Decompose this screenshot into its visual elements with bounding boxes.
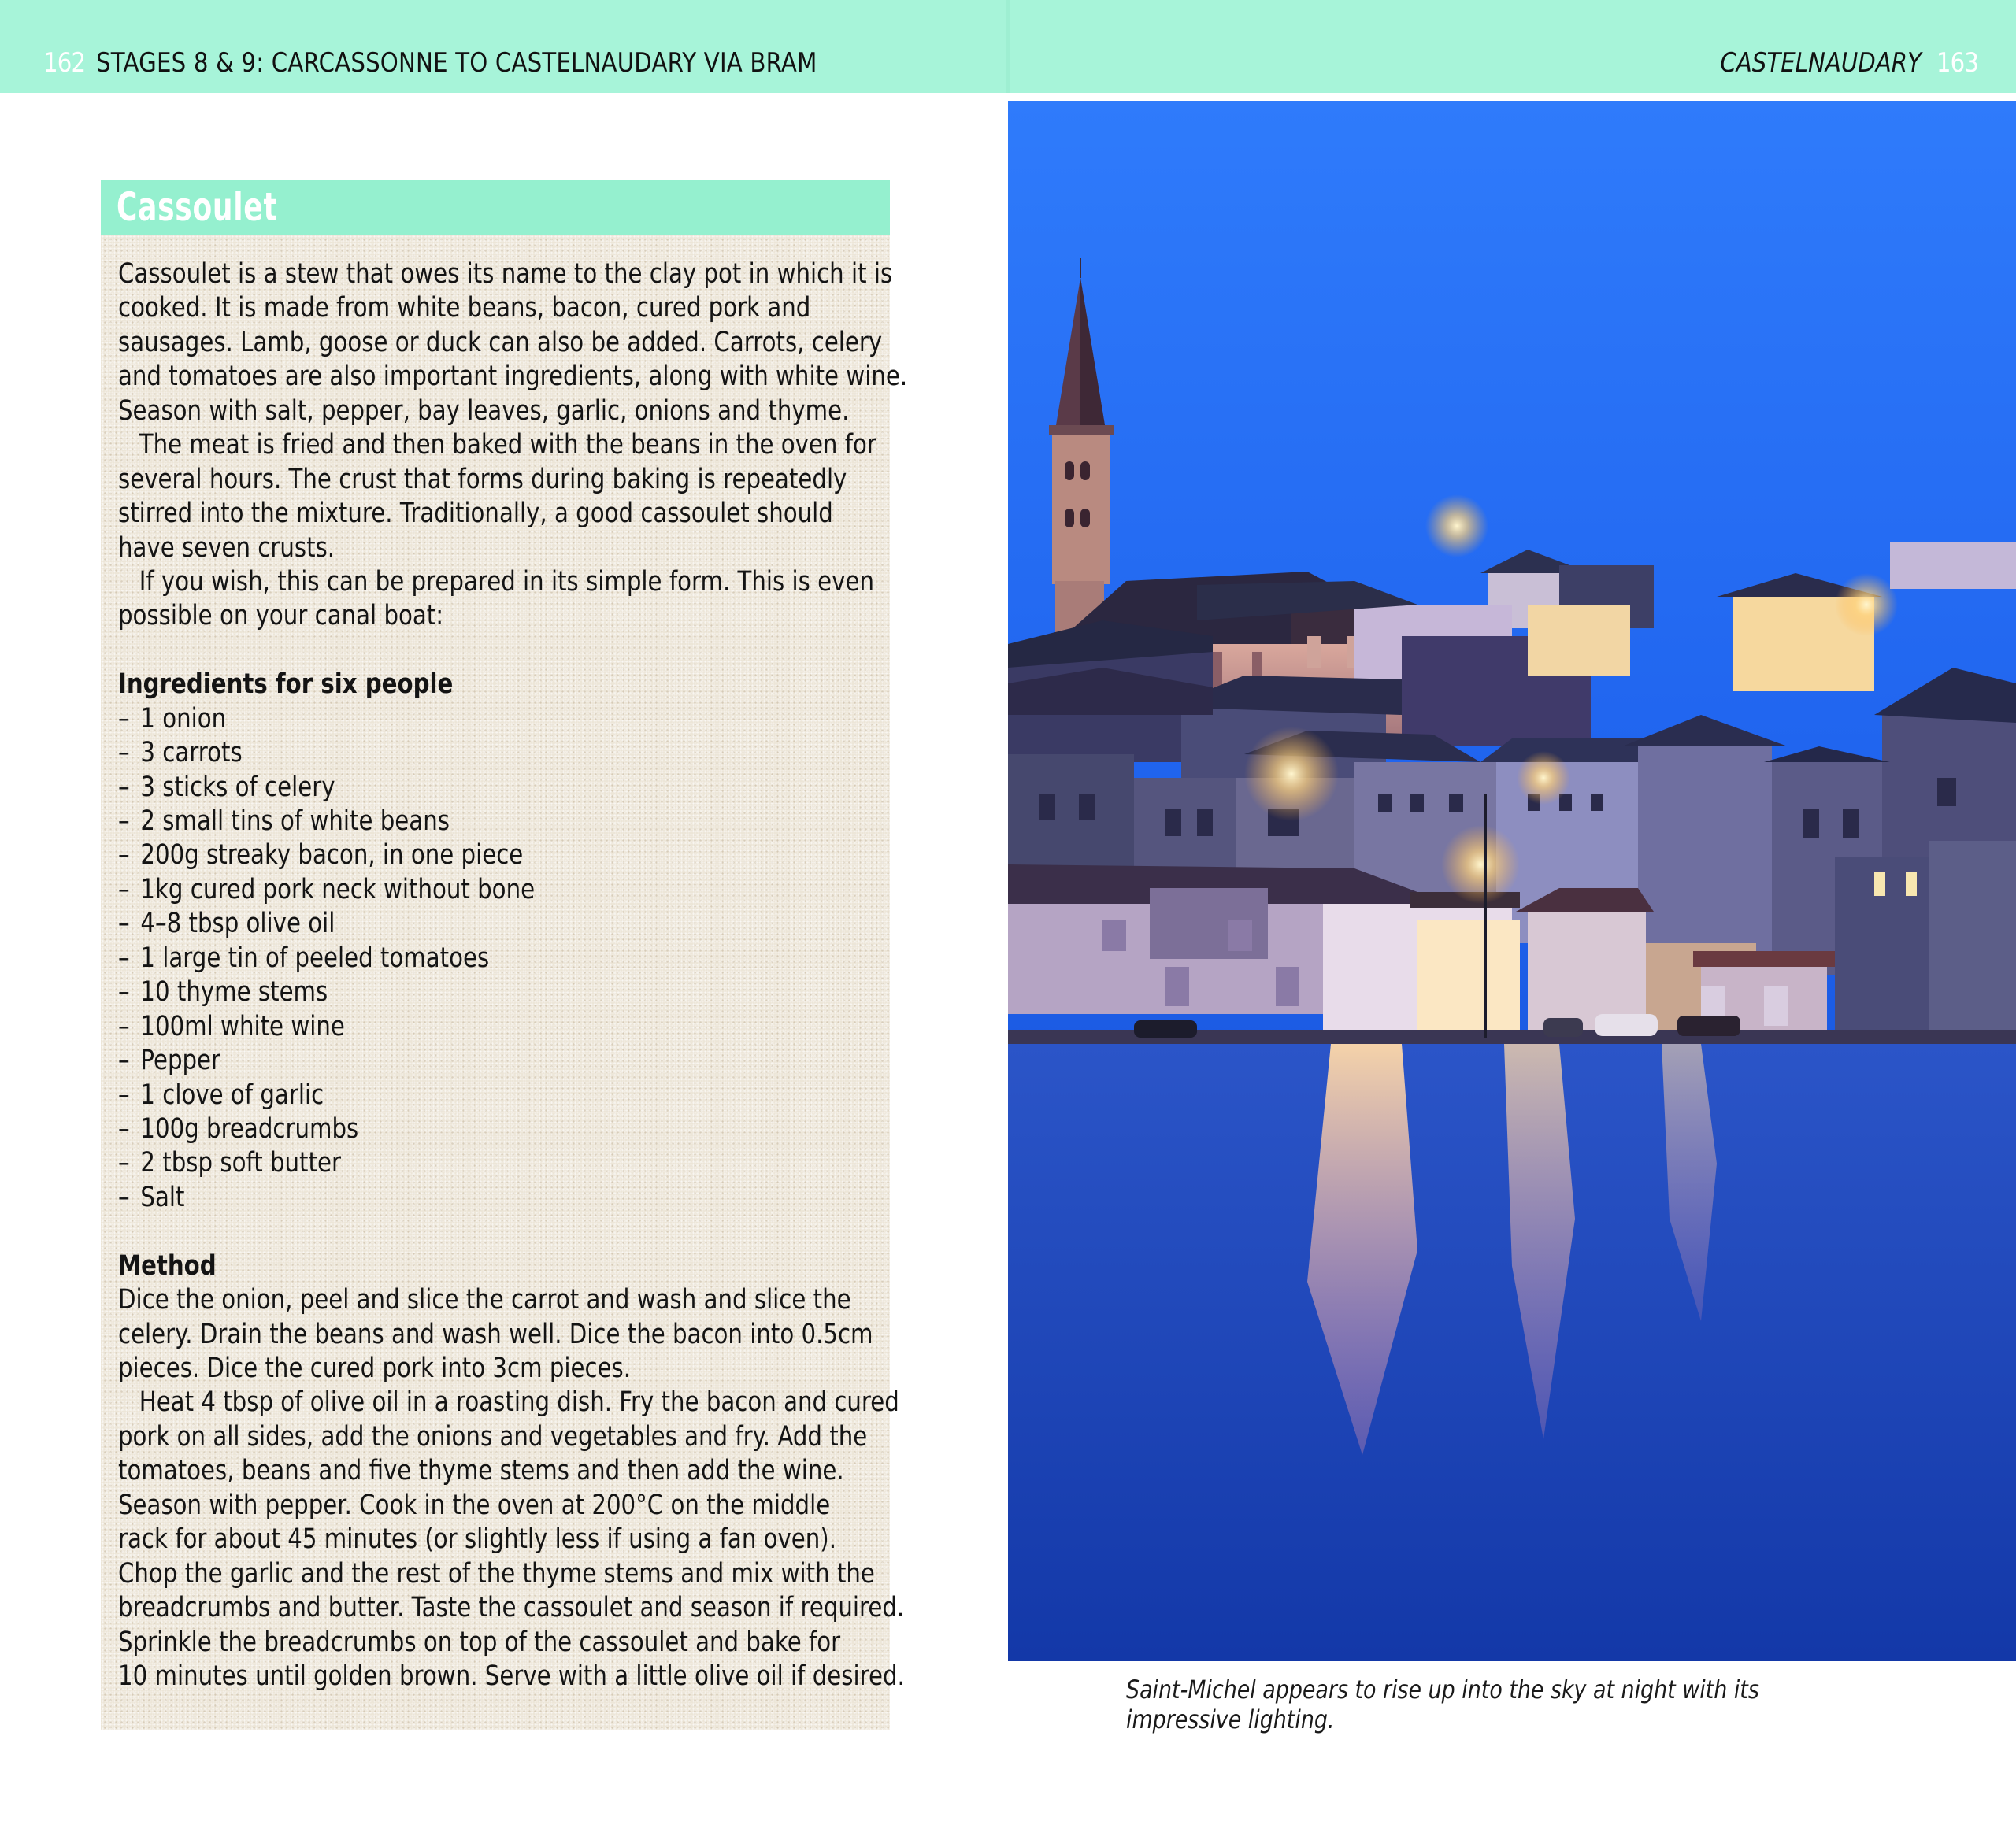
- intro-line: cooked. It is made from white beans, bacon, cured pork and: [118, 292, 811, 324]
- ingredient-item: [118, 736, 874, 770]
- method-line: 10 minutes until golden brown. Serve with a little olive oil if desired.: [118, 1660, 905, 1692]
- bullet-dash: –: [118, 1079, 130, 1111]
- bullet-dash: –: [118, 1112, 130, 1145]
- intro-line: and tomatoes are also important ingredients, along with white wine.: [118, 361, 908, 393]
- bullet-dash: –: [118, 976, 130, 1009]
- caption-line: Saint-Michel appears to rise up into the sky at night with its: [1126, 1675, 1759, 1704]
- recipe-box-title-band: [101, 180, 890, 235]
- bullet-dash: –: [118, 908, 130, 940]
- intro-line: The meat is fried and then baked with the beans in the oven for: [139, 429, 876, 461]
- ingredients-heading: Ingredients for six people: [118, 668, 454, 701]
- ingredient-text: 100ml white wine: [140, 1010, 345, 1042]
- bullet-dash: –: [118, 805, 130, 837]
- ingredient-item: [118, 1044, 874, 1078]
- ingredient-text: 3 carrots: [140, 737, 243, 769]
- intro-line: Season with salt, pepper, bay leaves, garlic, onions and thyme.: [118, 394, 850, 427]
- intro-line: stirred into the mixture. Traditionally, a good cassoulet should: [118, 498, 833, 530]
- right-section-title: CASTELNAUDARY: [1720, 47, 1922, 79]
- bullet-dash: –: [118, 873, 130, 905]
- ingredient-text: 1 large tin of peeled tomatoes: [140, 942, 490, 974]
- bullet-dash: –: [118, 942, 130, 974]
- left-running-head: [43, 46, 817, 80]
- bullet-dash: –: [118, 1147, 130, 1179]
- right-running-head: [1720, 46, 1978, 80]
- ingredient-item: [118, 1079, 874, 1112]
- ingredient-text: 10 thyme stems: [140, 976, 328, 1009]
- ingredient-text: Salt: [140, 1181, 185, 1213]
- bullet-dash: –: [118, 1181, 130, 1213]
- ingredient-text: 200g streaky bacon, in one piece: [140, 839, 524, 872]
- intro-line: possible on your canal boat:: [118, 600, 444, 632]
- bullet-dash: –: [118, 1010, 130, 1042]
- photo-saint-michel-night: [1008, 101, 2016, 1661]
- method-line: tomatoes, beans and five thyme stems and then add the wine.: [118, 1455, 844, 1487]
- ingredient-item: [118, 702, 874, 736]
- method-line: rack for about 45 minutes (or slightly less if using a fan oven).: [118, 1523, 837, 1556]
- left-chapter-title: STAGES 8 & 9: CARCASSONNE TO CASTELNAUDARY VIA BRAM: [95, 47, 817, 79]
- ingredient-item: [118, 805, 874, 838]
- recipe-box-title: Cassoulet: [117, 184, 278, 230]
- bullet-dash: –: [118, 771, 130, 803]
- bullet-dash: –: [118, 839, 130, 872]
- ingredient-text: 1 onion: [140, 702, 227, 735]
- ingredient-item: [118, 838, 874, 872]
- method-heading: Method: [118, 1249, 217, 1282]
- ingredient-item: [118, 1181, 874, 1215]
- ingredient-text: 1kg cured pork neck without bone: [140, 873, 536, 905]
- ingredient-text: 1 clove of garlic: [140, 1079, 324, 1111]
- ingredient-item: [118, 1010, 874, 1044]
- page-gutter: [1006, 0, 1010, 93]
- left-page-number: 162: [43, 47, 86, 79]
- intro-line: Cassoulet is a stew that owes its name to the clay pot in which it is: [118, 258, 893, 290]
- intro-line: several hours. The crust that forms during baking is repeatedly: [118, 463, 847, 495]
- ingredient-text: 100g breadcrumbs: [140, 1112, 359, 1145]
- ingredients-list: [118, 702, 874, 1216]
- intro-line: sausages. Lamb, goose or duck can also be added. Carrots, celery: [118, 326, 883, 358]
- caption-line: impressive lighting.: [1126, 1704, 1335, 1734]
- intro-line: If you wish, this can be prepared in its simple form. This is even: [139, 565, 874, 598]
- ingredient-item: [118, 873, 874, 907]
- right-page-number: 163: [1936, 47, 1978, 79]
- bullet-dash: –: [118, 737, 130, 769]
- ingredient-text: 2 small tins of white beans: [140, 805, 450, 837]
- spacer: [118, 634, 874, 668]
- ingredient-text: 3 sticks of celery: [140, 771, 335, 803]
- method-line: Dice the onion, peel and slice the carrot and wash and slice the: [118, 1284, 851, 1316]
- ingredient-item: [118, 975, 874, 1009]
- ingredient-text: 2 tbsp soft butter: [140, 1147, 341, 1179]
- method-line: breadcrumbs and butter. Taste the cassoulet and season if required.: [118, 1592, 905, 1624]
- ingredient-item: [118, 771, 874, 805]
- ingredient-text: Pepper: [140, 1045, 221, 1077]
- ingredient-item: [118, 1146, 874, 1180]
- photo-caption: [1126, 1675, 1759, 1734]
- ingredient-item: [118, 942, 874, 975]
- method-line: celery. Drain the beans and wash well. Dice the bacon into 0.5cm: [118, 1318, 873, 1350]
- recipe-box-text: [118, 257, 908, 1693]
- method-line: pork on all sides, add the onions and vegetables and fry. Add the: [118, 1420, 868, 1453]
- method-line: pieces. Dice the cured pork into 3cm pieces.: [118, 1353, 632, 1384]
- spacer: [118, 1215, 874, 1249]
- bullet-dash: –: [118, 1045, 130, 1077]
- method-line: Season with pepper. Cook in the oven at 200°C on the middle: [118, 1489, 831, 1521]
- intro-line: have seven crusts.: [118, 531, 335, 564]
- bullet-dash: –: [118, 702, 130, 735]
- ingredient-text: 4–8 tbsp olive oil: [140, 908, 335, 940]
- ingredient-item: [118, 907, 874, 941]
- method-line: Sprinkle the breadcrumbs on top of the cassoulet and bake for: [118, 1626, 841, 1658]
- method-line: Heat 4 tbsp of olive oil in a roasting dish. Fry the bacon and cured: [139, 1386, 899, 1419]
- method-line: Chop the garlic and the rest of the thyme stems and mix with the: [118, 1557, 875, 1590]
- ingredient-item: [118, 1112, 874, 1146]
